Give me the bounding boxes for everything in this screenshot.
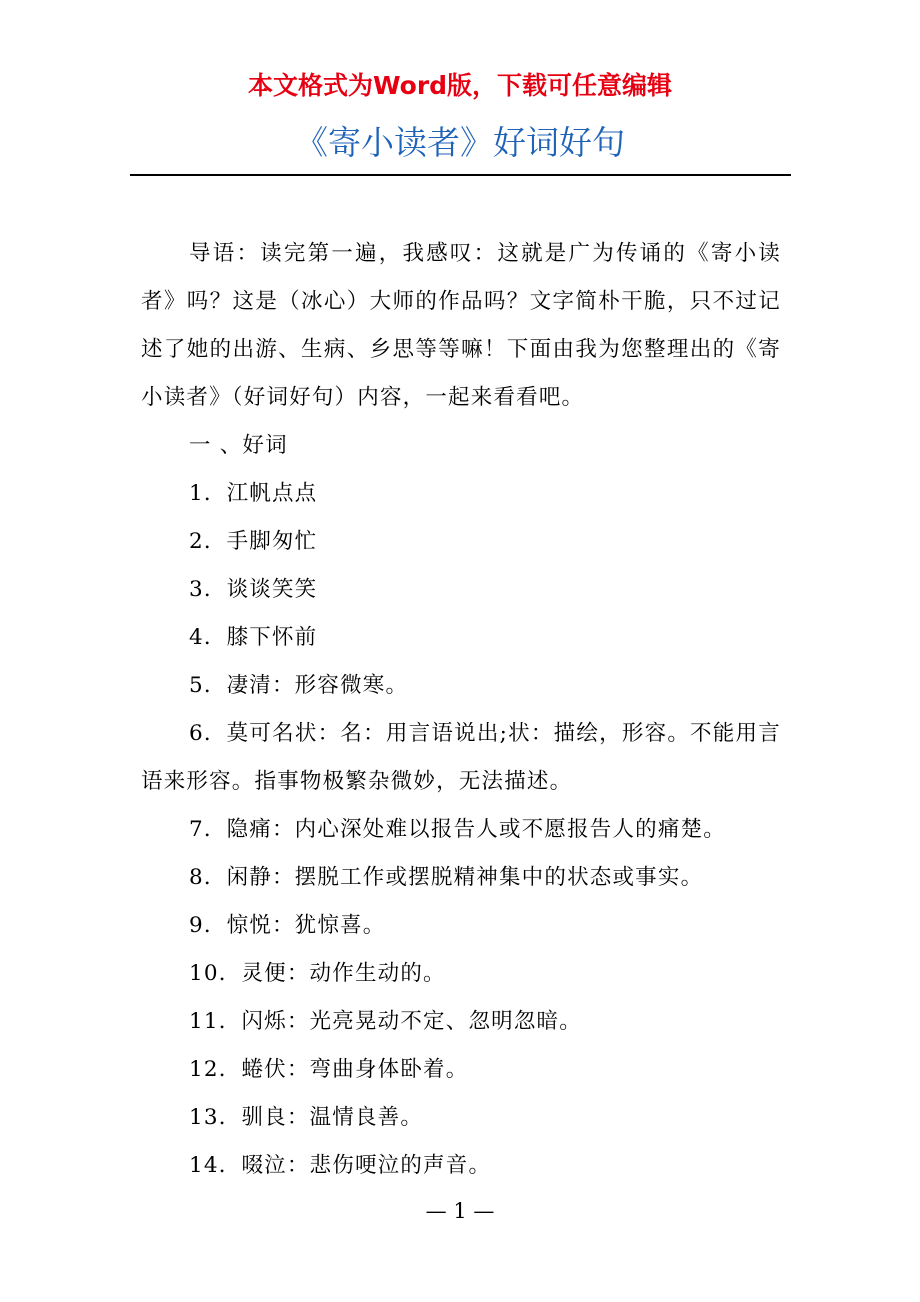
document-title: 《寄小读者》好词好句: [295, 123, 625, 162]
list-item: 10．灵便：动作生动的。: [189, 961, 446, 986]
list-item: 11．闪烁：光亮晃动不定、忽明忽暗。: [189, 1009, 582, 1034]
list-item: 5．凄清：形容微寒。: [189, 673, 409, 698]
list-item: 12．蜷伏：弯曲身体卧着。: [189, 1057, 469, 1082]
list-item: 9．惊悦：犹惊喜。: [189, 913, 386, 938]
download-banner: 本文格式为Word版，下载可任意编辑: [247, 71, 673, 100]
list-item: 14．啜泣：悲伤哽泣的声音。: [189, 1153, 492, 1178]
document-body: [141, 230, 781, 1190]
list-item: 13．驯良：温情良善。: [189, 1105, 424, 1130]
list-item: 2．手脚匆忙: [189, 529, 318, 554]
list-item: 1．江帆点点: [189, 481, 318, 506]
list-item: 4．膝下怀前: [189, 625, 318, 650]
list-item: 3．谈谈笑笑: [189, 577, 318, 602]
list-item: 7．隐痛：内心深处难以报告人或不愿报告人的痛楚。: [189, 817, 726, 842]
page-number: — 1 —: [425, 1199, 495, 1223]
title-divider: [130, 174, 791, 176]
list-item: 6．莫可名状：名：用言语说出;状：描绘，形容。不能用言语来形容。指事物极繁杂微妙，无法描述。: [141, 721, 781, 794]
intro-paragraph: 导语：读完第一遍，我感叹：这就是广为传诵的《寄小读者》吗？这是（冰心）大师的作品吗？文字简朴干脆，只不过记述了她的出游、生病、乡思等等嘛！下面由我为您整理出的《寄小读者》（好词好句）内容，一起来看看吧。: [141, 241, 781, 410]
list-item: 8．闲静：摆脱工作或摆脱精神集中的状态或事实。: [189, 865, 704, 890]
section-heading: 一 、好词: [189, 433, 288, 458]
